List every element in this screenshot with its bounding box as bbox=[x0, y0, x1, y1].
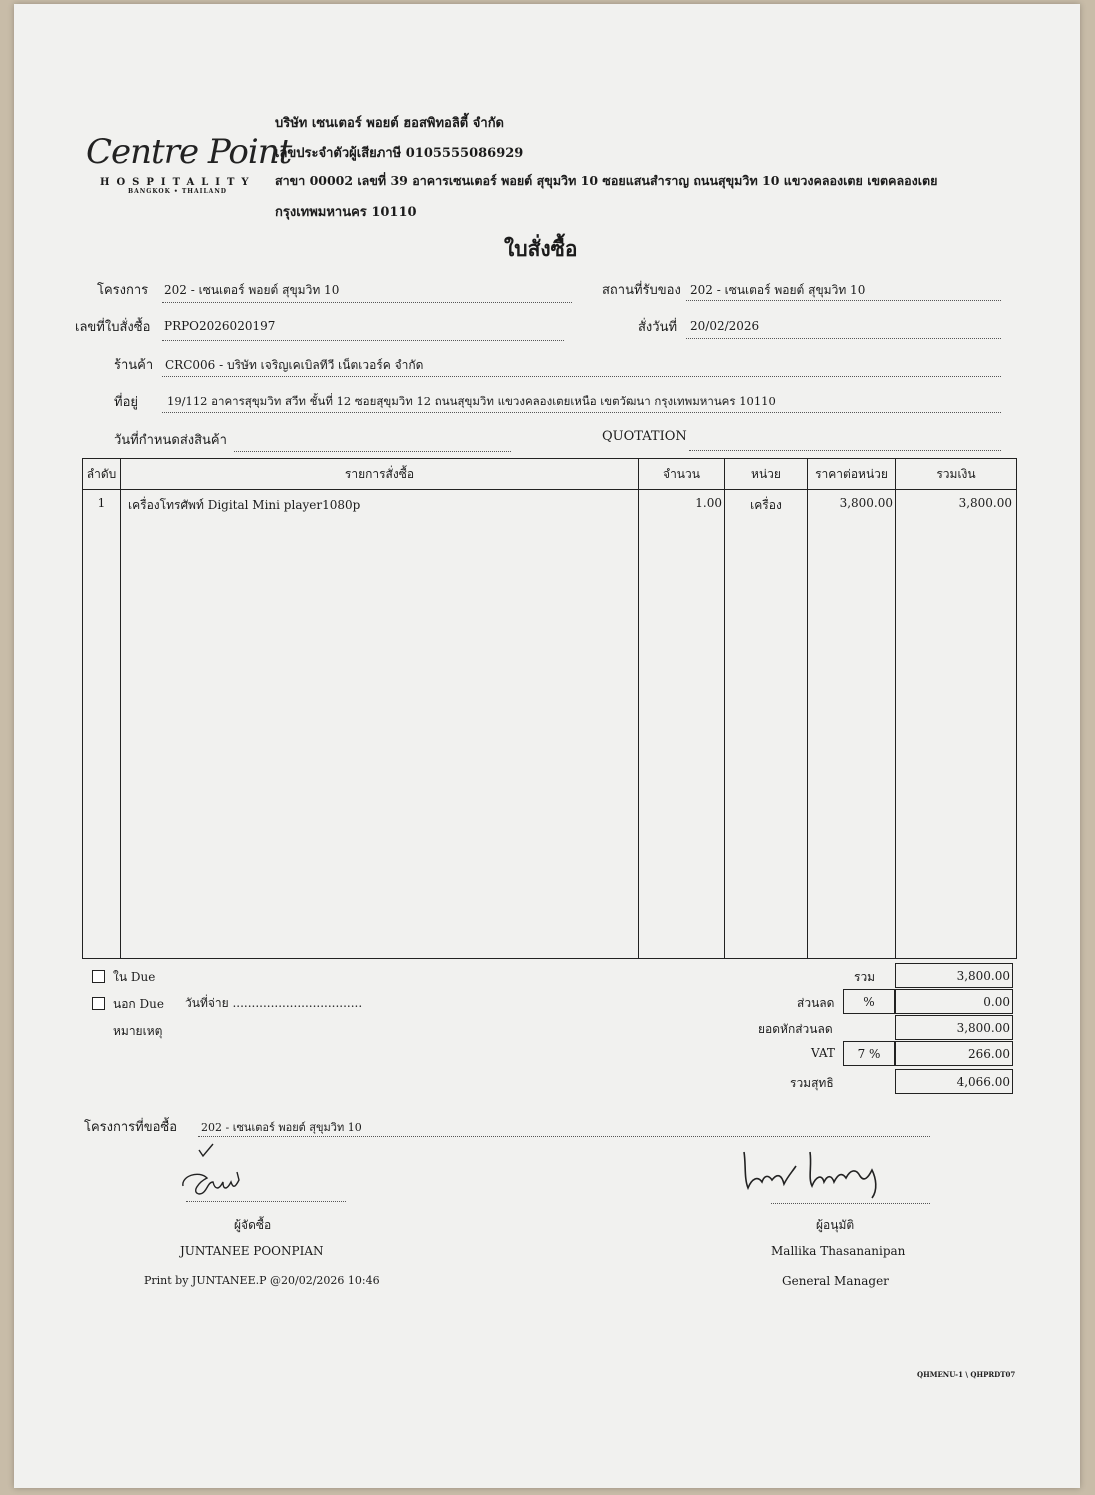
po-number-line bbox=[162, 340, 564, 341]
buyer-name: JUNTANEE POONPIAN bbox=[180, 1244, 324, 1258]
receive-value: 202 - เซนเตอร์ พอยต์ สุขุมวิท 10 bbox=[690, 283, 866, 297]
receive-line bbox=[686, 300, 1001, 301]
vendor-address-line bbox=[162, 412, 1001, 413]
order-date-label: สั่งวันที่ bbox=[638, 320, 678, 335]
company-tax-id: เลขประจำตัวผู้เสียภาษี 0105555086929 bbox=[275, 146, 524, 161]
remark-label: หมายเหตุ bbox=[113, 1024, 163, 1038]
discount-label: ส่วนลด bbox=[797, 996, 835, 1010]
column-header: ราคาต่อหน่วย bbox=[808, 459, 896, 490]
order-date-line bbox=[686, 338, 1001, 339]
requester-project-value: 202 - เซนเตอร์ พอยต์ สุขุมวิท 10 bbox=[201, 1121, 362, 1134]
net-total-label: รวมสุทธิ bbox=[790, 1076, 834, 1090]
project-value: 202 - เซนเตอร์ พอยต์ สุขุมวิท 10 bbox=[164, 283, 340, 297]
approver-signature-line bbox=[771, 1203, 930, 1204]
quotation-line bbox=[689, 450, 1001, 451]
approver-signature bbox=[738, 1142, 898, 1202]
table-header-row bbox=[83, 459, 1017, 490]
vendor-line bbox=[162, 376, 1001, 377]
buyer-role: ผู้จัดซื้อ bbox=[234, 1218, 272, 1232]
company-logo-sub2: BANGKOK • THAILAND bbox=[128, 188, 227, 195]
requester-project-label: โครงการที่ขอซื้อ bbox=[84, 1120, 178, 1135]
company-name: บริษัท เซนเตอร์ พอยต์ ฮอสพิทอลิตี้ จำกัด bbox=[275, 116, 505, 131]
column-header: ลำดับ bbox=[83, 459, 121, 490]
delivery-date-line bbox=[234, 451, 511, 452]
in-due-checkbox[interactable] bbox=[92, 970, 105, 983]
out-due-checkbox[interactable] bbox=[92, 997, 105, 1010]
row-unit-price: 3,800.00 bbox=[808, 490, 896, 959]
approver-name: Mallika Thasananipan bbox=[771, 1244, 906, 1258]
discount-value: 0.00 bbox=[895, 989, 1013, 1014]
po-number-value: PRPO2026020197 bbox=[164, 319, 276, 333]
after-discount-label: ยอดหักส่วนลด bbox=[758, 1022, 833, 1036]
print-by: Print by JUNTANEE.P @20/02/2026 10:46 bbox=[144, 1274, 380, 1287]
po-number-label: เลขที่ใบสั่งซื้อ bbox=[75, 320, 151, 335]
after-discount-value: 3,800.00 bbox=[895, 1015, 1013, 1040]
column-header: หน่วย bbox=[725, 459, 808, 490]
company-logo: Centre Point bbox=[86, 132, 292, 172]
project-label: โครงการ bbox=[97, 283, 149, 298]
vendor-address-label: ที่อยู่ bbox=[114, 395, 138, 410]
requester-project-line bbox=[198, 1136, 930, 1137]
company-logo-sub: HOSPITALITY bbox=[100, 177, 256, 188]
column-header: จำนวน bbox=[639, 459, 725, 490]
vendor-label: ร้านค้า bbox=[114, 358, 154, 373]
vendor-value: CRC006 - บริษัท เจริญเคเบิลทีวี เน็ตเวอร์ค จำกัด bbox=[165, 358, 424, 372]
buyer-signature bbox=[177, 1142, 267, 1202]
pay-date-label: วันที่จ่าย .................................. bbox=[185, 996, 363, 1010]
row-qty: 1.00 bbox=[639, 490, 725, 959]
order-date-value: 20/02/2026 bbox=[690, 319, 760, 333]
document-title: ใบสั่งซื้อ bbox=[504, 236, 578, 261]
vat-percent: 7 % bbox=[843, 1041, 895, 1066]
sum-value: 3,800.00 bbox=[895, 963, 1013, 988]
buyer-signature-line bbox=[186, 1201, 346, 1202]
receive-label: สถานที่รับของ bbox=[602, 283, 681, 298]
row-unit: เครื่อง bbox=[725, 490, 808, 959]
items-table bbox=[82, 458, 1017, 959]
company-address-line2: กรุงเทพมหานคร 10110 bbox=[275, 205, 417, 220]
out-due-label: นอก Due bbox=[113, 997, 164, 1011]
vendor-address-value: 19/112 อาคารสุขุมวิท สวีท ชั้นที่ 12 ซอยสุขุมวิท 12 ถนนสุขุมวิท แขวงคลองเตยเหนือ เขตวัฒนา กรุงเทพมหานคร 10110 bbox=[167, 394, 776, 408]
form-code: QHMENU-1 \ QHPRDT07 bbox=[917, 1370, 1016, 1379]
purchase-order-sheet bbox=[14, 4, 1080, 1488]
table-row bbox=[83, 490, 1017, 959]
row-number: 1 bbox=[83, 490, 121, 959]
row-amount: 3,800.00 bbox=[896, 490, 1017, 959]
sum-label: รวม bbox=[854, 970, 876, 984]
project-line bbox=[162, 302, 572, 303]
discount-percent: % bbox=[843, 989, 895, 1014]
net-total-value: 4,066.00 bbox=[895, 1069, 1013, 1094]
column-header: รายการสั่งซื้อ bbox=[121, 459, 639, 490]
vat-value: 266.00 bbox=[895, 1041, 1013, 1066]
column-header: รวมเงิน bbox=[896, 459, 1017, 490]
quotation-label: QUOTATION bbox=[602, 429, 687, 444]
in-due-label: ใน Due bbox=[113, 970, 156, 984]
approver-title: General Manager bbox=[782, 1274, 889, 1288]
company-address-line1: สาขา 00002 เลขที่ 39 อาคารเซนเตอร์ พอยต์ สุขุมวิท 10 ซอยแสนสำราญ ถนนสุขุมวิท 10 แขวงคลองเตย เขตคลองเตย bbox=[275, 173, 938, 188]
delivery-date-label: วันที่กำหนดส่งสินค้า bbox=[114, 433, 227, 448]
approver-role: ผู้อนุมัติ bbox=[816, 1218, 855, 1232]
vat-label: VAT bbox=[811, 1046, 835, 1060]
row-item: เครื่องโทรศัพท์ Digital Mini player1080p bbox=[121, 490, 639, 959]
